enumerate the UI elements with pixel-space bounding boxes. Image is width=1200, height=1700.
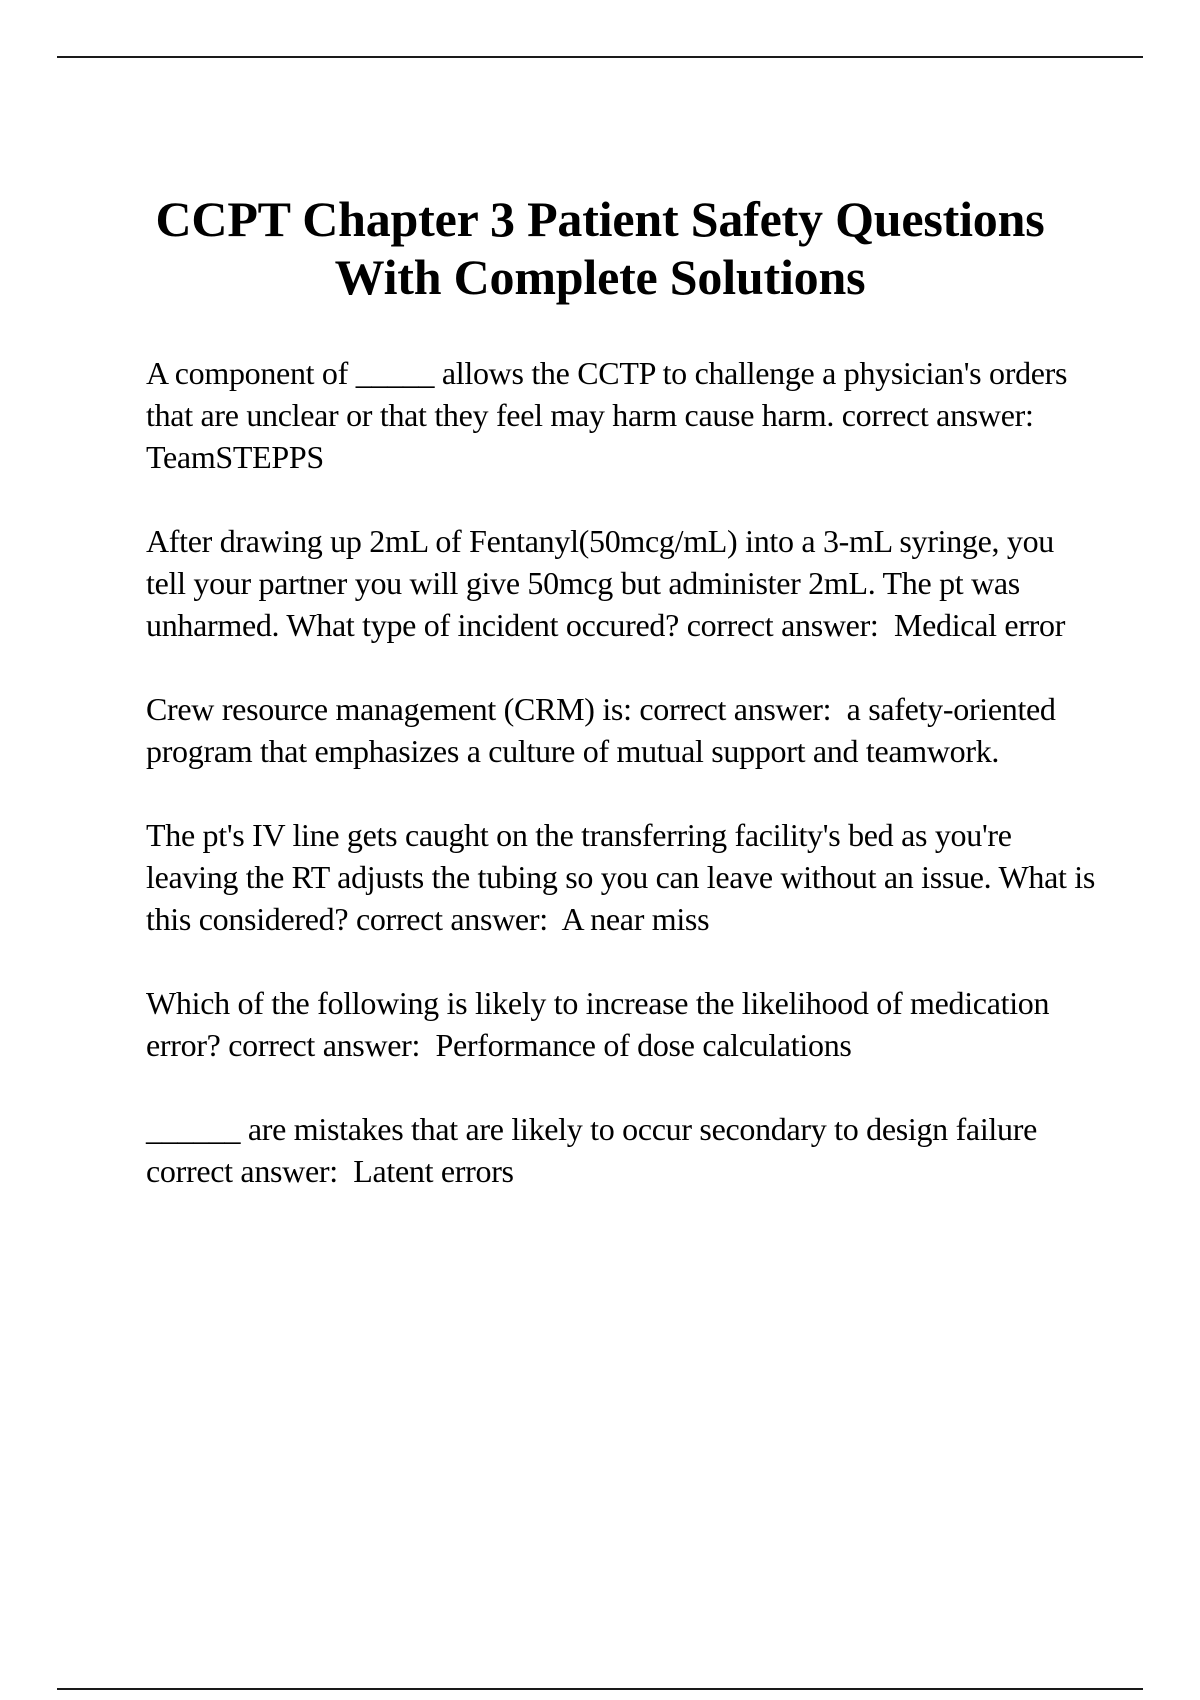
qa-item-2 [146, 520, 1096, 646]
answer-text: a safety-oriented program that emphasizes a culture of mutual support and teamwork. [146, 691, 1056, 769]
question-text: The pt's IV line gets caught on the transferring facility's bed as you're leaving the RT adjusts the tubing so you can leave without an issue. What is this considered? [146, 817, 1096, 937]
question-text: A component of _____ allows the CCTP to challenge a physician's orders that are unclear or that they feel may harm cause harm. [146, 355, 1068, 433]
question-text: ______ are mistakes that are likely to occur secondary to design failure [146, 1111, 1037, 1147]
bottom-rule [57, 1688, 1143, 1690]
answer-text: TeamSTEPPS [146, 439, 324, 475]
page-title [100, 190, 1100, 306]
qa-list [146, 352, 1096, 1234]
qa-item-3 [146, 688, 1096, 772]
answer-label: correct answer: [355, 901, 548, 937]
answer-text: Latent errors [353, 1153, 514, 1189]
qa-item-5 [146, 982, 1096, 1066]
title-line-1: CCPT Chapter 3 Patient Safety Questions [155, 191, 1045, 247]
answer-label: correct answer: [639, 691, 832, 727]
answer-text: A near miss [561, 901, 710, 937]
qa-item-4 [146, 814, 1096, 940]
question-text: Crew resource management (CRM) is: [146, 691, 632, 727]
answer-label: correct answer: [146, 1153, 338, 1189]
answer-text: Performance of dose calculations [435, 1027, 852, 1063]
title-line-2: With Complete Solutions [334, 249, 866, 305]
answer-text: Medical error [893, 607, 1066, 643]
question-text: After drawing up 2mL of Fentanyl(50mcg/mL) into a 3-mL syringe, you tell your partner you will give 50mcg but administer 2mL. The pt was unharmed. What type of incident occured? [146, 523, 1054, 643]
answer-label: correct answer: [841, 397, 1034, 433]
top-rule [57, 56, 1143, 58]
answer-label: correct answer: [228, 1027, 421, 1063]
qa-item-1 [146, 352, 1096, 478]
question-text: Which of the following is likely to increase the likelihood of medication error? [146, 985, 1050, 1063]
answer-label: correct answer: [686, 607, 879, 643]
qa-item-6 [146, 1108, 1096, 1192]
